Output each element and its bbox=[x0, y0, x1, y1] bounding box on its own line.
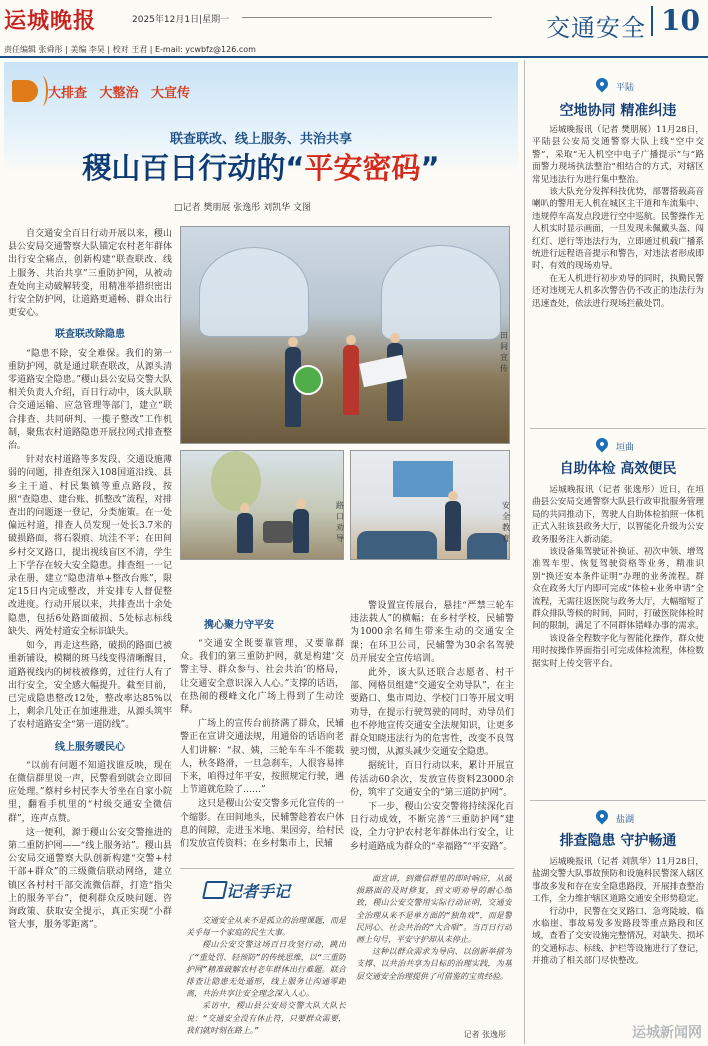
paragraph: 广场上的宣传台前挤满了群众，民辅警正在宣讲交通法规，用通俗的话语向老人们讲解：“叔、姨，三轮车车斗不能载人，秋冬路滑，一旦急刹车，人很容易摔下来，咱得过年平安，按照规定行驶，遇上节道就危险了……” bbox=[180, 719, 344, 796]
paragraph: 自交通安全百日行动开展以来，稷山县公安局交通警察大队锚定农村老年群体出行安全痛点，创新构建“联查联改、线上服务、共治共享”三重防护网，从被动查处向主动破解转变，用精准举措织密出行安全防护网，让道路更通畅、群众出行更安心。 bbox=[8, 229, 172, 319]
main-article bbox=[4, 60, 518, 1046]
paragraph: 此外，该大队还联合志愿者、村干部、网格员组建“交通安全劝导队”，在主要路口、集市周边、学校门口等开展文明劝导，在提示行驶驾驶的同时，劝导员们也不停地宣传交通安全法规知识，让更多群众知晓违法行为的危害性，改变不良驾驶习惯，从源头减少交通安全隐患。 bbox=[350, 668, 514, 758]
paragraph: 如今，再走这些路，破损的路面已被重新铺设，模糊的斑马线变得清晰醒目，道路视线内的树枝被修剪，过往行人有了出行安全，安全感大幅提升。截至目前，已完成隐患整改12处，整改率达85%以上，剩余几处正在加速推进，从源头筑牢了农村道路安全“第一道防线”。 bbox=[8, 641, 172, 731]
paragraph: 面宣讲，到微信群里的即时响应，从破损路面的及时修复，到文明劝导的耐心细致，稷山公安交警用实际行动证明，交通安全治理从来不是单方面的“独角戏”，而是警民同心、社会共治的“大合唱”。当百日行动画上句号，平安守护却从未停止。 bbox=[356, 874, 512, 945]
reporter-notes-box bbox=[180, 868, 514, 1044]
location-pin-icon bbox=[594, 808, 611, 825]
story-body bbox=[532, 484, 704, 786]
paragraph: 该大队充分发挥科技优势，部署搭载高音喇叭的警用无人机在城区主干道和车流集中、违规停车高发点段进行空中巡航。民警操作无人机实时显示画面，一旦发现未佩戴头盔、闯红灯、逆行等违法行为，立即通过机载广播系统进行远程语音提示和警告，对违法者形成即时、有效的现场劝导。 bbox=[532, 187, 704, 272]
paragraph: 警设置宣传展台，悬挂“严禁三轮车违法载人”的横幅；在乡村学校，民辅警为1000余名师生带来生动的交通安全课；在环卫公司，民辅警为30余名驾驶员开展安全宣传培训。 bbox=[350, 601, 514, 664]
notes-column-left bbox=[186, 915, 346, 1041]
headline-banner bbox=[4, 62, 518, 185]
story-title: 自助体检 高效便民 bbox=[559, 461, 677, 477]
headline bbox=[4, 146, 518, 187]
story-divider bbox=[530, 800, 706, 801]
police-officer bbox=[237, 513, 253, 553]
photo-classroom bbox=[350, 450, 510, 560]
police-officer bbox=[293, 509, 309, 553]
greenhouse-shade bbox=[381, 245, 501, 340]
story-location: 平陆 bbox=[616, 83, 635, 93]
location-pin-icon bbox=[594, 436, 611, 453]
sub-headline: 联查联改、线上服务、共治共享 bbox=[169, 132, 352, 147]
paragraph: 行动中，民警在交叉路口、急弯陡坡、临水临崖、事故易发多发路段等重点路段和区域，查看了交安设施完整情况，对缺失、损坏的交通标志、标线、护栏等设施进行了登记，并推动了相关部门尽快整改。 bbox=[532, 906, 704, 967]
column-divider bbox=[524, 60, 525, 1044]
notes-column-right bbox=[356, 873, 512, 1041]
paragraph: 运城晚报讯（记者 樊朋展）11月28日，平陆县公安局交通警察大队上线“空中交警”，采取“无人机空中电子广播提示”与“路面警力现场执法整治”相结合的方式，对辖区常见违法行为进行集中整治。 bbox=[532, 125, 704, 185]
paragraph: 交通安全从来不是孤立的治理课题，而是关乎每一个家庭的民生大事。 bbox=[186, 916, 346, 938]
section-heading: 联查联改除隐患 bbox=[55, 329, 125, 341]
section-name: 交通安全 bbox=[546, 14, 646, 42]
paragraph: 运城晚报讯（记者 刘凯华）11月28日，盐湖交警大队事故预防和设施科民警深入辖区事故多发和存在安全隐患路段，开展排查整治工作，全力维护辖区道路交通安全形势稳定。 bbox=[532, 857, 704, 905]
story-location: 盐湖 bbox=[616, 815, 635, 825]
headline-suffix: ” bbox=[420, 151, 440, 185]
paragraph: 采访中，稷山县公安局交警大队大队长说：“交通安全没有休止符，只要群众需要，我们就时刻在路上。” bbox=[186, 1001, 346, 1035]
headline-text: 稷山百日行动的“ bbox=[82, 151, 305, 185]
police-officer bbox=[445, 501, 461, 551]
paragraph: 该设备集驾驶证补换证、初次申领、增驾准驾车型、恢复驾驶资格等业务，精准识别“换还安本条件证明”办理的业务流程。群众在政务大厅内即可完成“体检+业务申请”全流程，无需往返医院与政务大厅，大幅缩短了群众排队等候的时间，同时，打破医院体检时间的限制，满足了不同群体错峰办事的需求。 bbox=[532, 547, 704, 632]
article-column-mid1 bbox=[180, 638, 344, 878]
paragraph: 下一步，稷山公安交警将持续深化百日行动成效，不断完善“三重防护网”建设，全力守护农村老年群体出行安全，让乡村道路成为群众的“幸福路”“平安路”。 bbox=[350, 802, 514, 852]
side-news-column bbox=[530, 60, 706, 1046]
paragraph: 该设备全程数字化与智能化操作，群众使用时按操作界面指引可完成体检流程，体检数据实时上传交管平台。 bbox=[532, 633, 704, 669]
section-heading: 线上服务暖民心 bbox=[55, 741, 125, 753]
paragraph: 稷山公安交警这场百日攻坚行动，跳出了“重处罚、轻预防”的传统思维，以“三重防护网”精准破解农村老年群体出行难题。联合排查让隐患无处遁形，线上服务让沟通零距离，共治共享让安全理念深入人心。 bbox=[186, 940, 346, 999]
watermark-logo: 运城新闻网 bbox=[632, 1025, 702, 1041]
photo-caption-main: 田间宣传 bbox=[500, 331, 508, 373]
photo-intersection bbox=[180, 450, 344, 560]
top-rule bbox=[0, 56, 708, 58]
paragraph: 在无人机进行初步劝导的同时，执勤民警还对违规无人机多次警告仍不改正的违法行为迅速查处，依法进行现场拦截处罚。 bbox=[532, 273, 704, 309]
display-board bbox=[393, 461, 453, 497]
page-number: 10 bbox=[651, 6, 700, 36]
location-pin-icon bbox=[594, 76, 611, 93]
villager bbox=[343, 345, 359, 415]
paragraph: 运城晚报讯（记者 张逸彤）近日，在垣曲县公安局交通警察大队县行政审批服务管理局的共同推动下，驾驶人自助体检拍照一体机正式入驻该县政务大厅，以智能化升级为公安政务服务注入新动能。 bbox=[532, 485, 704, 545]
story-location: 垣曲 bbox=[616, 443, 635, 453]
article-column-mid2 bbox=[350, 600, 514, 880]
editors-line: 责任编辑 张舜彤 | 美编 李昊 | 校对 王君 | E-mail: ycwbfz@126.com bbox=[4, 45, 256, 54]
issue-date: 2025年12月1日|星期一 bbox=[132, 12, 229, 25]
tree bbox=[211, 451, 261, 511]
story-body bbox=[532, 856, 704, 1036]
notes-signature: 记者 张逸彤 bbox=[463, 1030, 506, 1039]
headline-highlight: 平安密码 bbox=[304, 151, 421, 185]
article-column-left bbox=[8, 228, 172, 1028]
story-title: 空地协同 精准纠违 bbox=[559, 103, 677, 119]
paragraph: 针对农村道路等多发段、交通设施薄弱的问题，排查组深入108国道沿线、县乡主干道、村民集镇等重点路段，按照“查隐患、建台账、抓整改”流程，对排查出的问题逐一登记，分类施策。在一处偏远村道，排查人员发现一处长3.7米的破损路面，将石裂痕、坑洼不平；在田间乡村交叉路口，提出视线盲区不清，学生上下学存在较大安全隐患。排查组一一记录在册，建立“隐患清单+整改台账”，限定15日内完成整改，并安排专人督促整改进度。行动开展以来，共排查出十余处隐患，包括6处路面破损、5处标志标线缺失、两处村道安全标识缺失。 bbox=[8, 455, 172, 637]
section-heading-cohesion: 携心聚力守平安 bbox=[204, 620, 274, 631]
paragraph: “交通安全既要靠管理，又要靠群众。我们的第三重防护网，就是构建‘交警主导、群众参与、社会共治’的格局，让交通安全意识深入人心。”支撑的话语，在热闹的稷峰文化广场上得到了生动诠释。 bbox=[180, 639, 344, 716]
reporter-notes-logo: 记者手记 bbox=[226, 879, 290, 902]
paragraph: “隐患不除，安全难保。我们的第一重防护网，就是通过联查联改，从源头清零道路安全隐患。”稷山县公安局交警大队相关负责人介绍，百日行动中，该大队联合交通运输、应急管理等部门，建立“联合排查、共同研判、一揽子整改”工作机制，聚焦农村道路隐患开展拉网式排查整治。 bbox=[8, 348, 172, 452]
byline: □记者 樊朋展 张逸彤 刘凯华 文图 bbox=[174, 203, 311, 213]
safety-sign bbox=[293, 365, 323, 395]
paragraph: 这一便利，源于稷山公安交警推进的第二重防护网——“线上服务站”。稷山县公安局交通警察大队创新构建“交警+村干部+群众”的三级微信联动网络，建立镇区各村村干部交流微信群，打造“指尖上的服务平台”，便利群众反映问题、咨询政策、获取安全提示，真正实现“小群管大事，服务零距离”。 bbox=[8, 827, 172, 931]
paragraph: 这种以群众需求为导向、以创新举措为支撑、以共治共享为目标的治理实践，为基层交通安全治理提供了可借鉴的宝贵经验。 bbox=[356, 947, 512, 981]
main-photo bbox=[180, 226, 510, 444]
tricycle bbox=[263, 521, 293, 543]
paragraph: 这只是稷山公安交警多元化宣传的一个缩影。在田间地头，民辅警趁着农户休息的间隙，走进玉米地、果园旁，给村民们发放宣传资料；在乡村集市上，民辅 bbox=[180, 799, 344, 850]
photo-caption-sm1: 路口劝导 bbox=[336, 501, 344, 543]
newspaper-logo: 运城晚报 bbox=[4, 8, 97, 34]
story-body bbox=[532, 124, 704, 414]
story-title: 排查隐患 守护畅通 bbox=[559, 833, 677, 849]
greenhouse-shade bbox=[199, 247, 309, 337]
megaphone-icon bbox=[12, 80, 38, 102]
paragraph: “以前有问题不知道找谁反映，现在在微信群里说一声，民警看到就会立即回应处理。”蔡村乡村民李大爷坐在自家小院里，翻看手机里的“村级交通安全微信群”，连声点赞。 bbox=[8, 760, 172, 824]
students bbox=[357, 531, 437, 560]
photo-caption-sm2: 安全教育 bbox=[502, 501, 510, 543]
story-divider bbox=[530, 428, 706, 429]
masthead bbox=[0, 0, 708, 44]
campaign-slogan: 大排查 大整治 大宣传 bbox=[48, 86, 191, 101]
paragraph: 据统计，百日行动以来，累计开展宣传活动60余次，发放宣传资料23000余份，筑牢了交通安全的“第三道防护网”。 bbox=[350, 761, 514, 798]
